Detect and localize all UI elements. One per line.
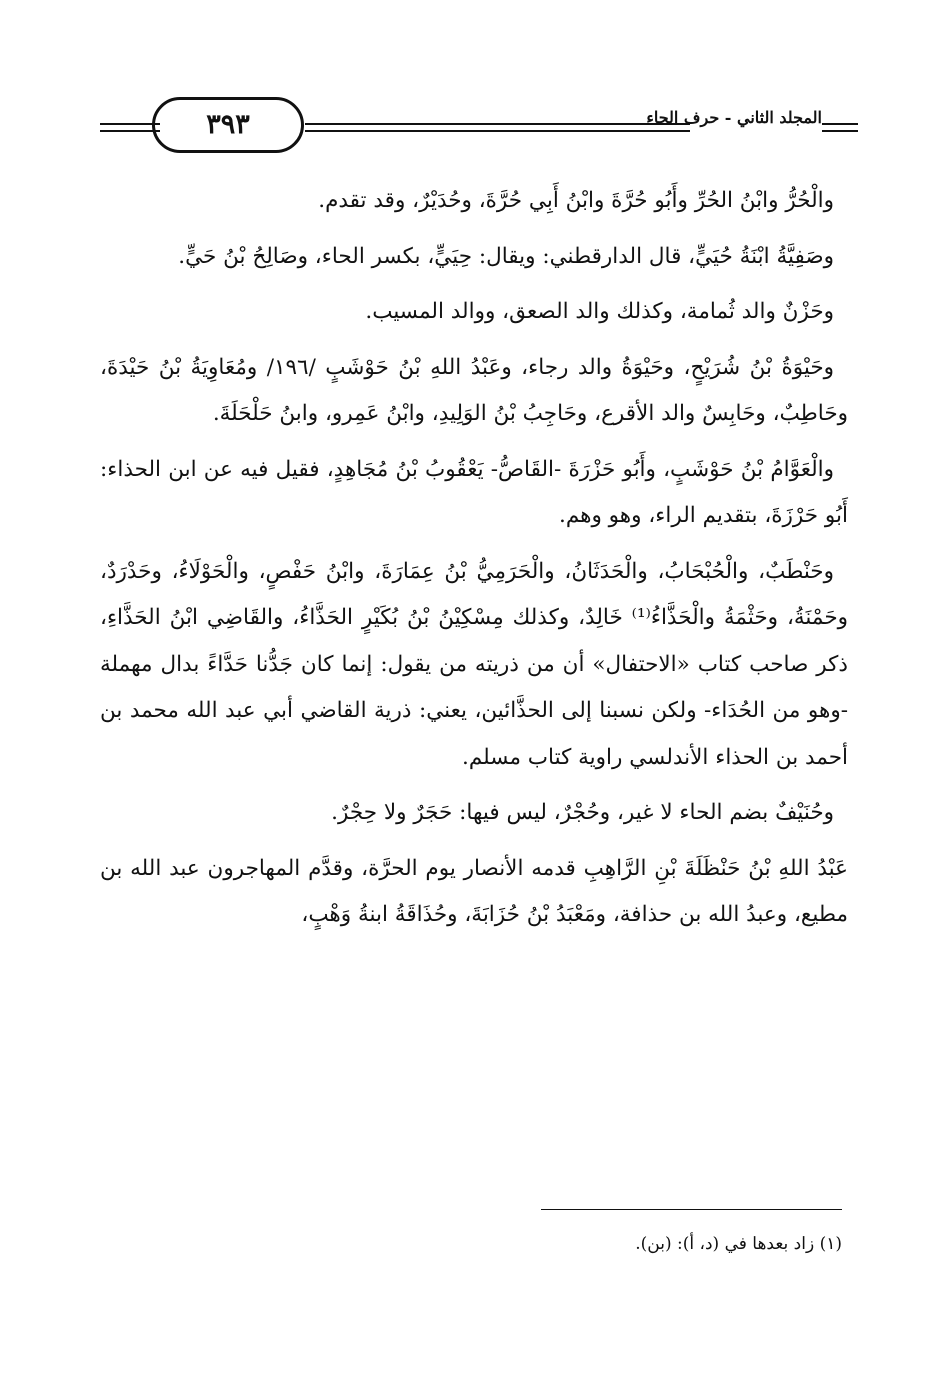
page-header (100, 95, 858, 159)
paragraph: والْعَوَّامُ بْنُ حَوْشَبٍ، وأَبُو حَزْرَةَ -القَاصُّ- يَعْقُوبُ بْنُ مُجَاهِدٍ، فقيل فيه عن ابن الحذاء: أَبُو حَرْزَةَ، بتقديم الراء، وهو وهم. (100, 456, 848, 528)
footnote: (١) زاد بعدها في (د، أ): (بن). (635, 1234, 842, 1254)
paragraph: وحَزْنٌ والد ثُمامة، وكذلك والد الصعق، ووالد المسيب. (365, 299, 834, 324)
header-rule (822, 123, 858, 125)
main-text (100, 178, 848, 948)
header-rule (822, 130, 858, 132)
paragraph: وحَنْطَبٌ، والْحُبْحَابُ، والْحَدَثَانُ، والْحَرَمِيُّ بْنُ عِمَارَةَ، وابْنُ حَفْصٍ، والْحَوْلَاءُ، وحَدْرَدٌ، وحَمْنَةُ، وحَثْمَةُ والْحَذَّاءُ⁽¹⁾ خَالِدٌ، وكذلك مِسْكِيْنُ بْنُ بُكَيْرٍ الحَذَّاءُ، والقَاضِي ابْنُ الحَذَّاءِ، ذكر صاحب كتاب «الاحتفال» أن من ذريته من يقول: إنما كان جَدُّنا حَدَّاءً بدال مهملة -وهو من الحُدَاء- ولكن نسبنا إلى الحذَّائين، يعني: ذرية القاضي أبي عبد الله محمد بن أحمد بن الحذاء الأندلسي راوية كتاب مسلم. (100, 558, 848, 770)
paragraph: وحُنَيْفٌ بضم الحاء لا غير، وحُجْرٌ، ليس فيها: حَجَرٌ ولا حِجْرٌ. (331, 800, 834, 825)
header-rule (305, 123, 690, 125)
paragraph: وصَفِيَّةُ ابْنَةُ حُيَيٍّ، قال الدارقطني: ويقال: حِيَيٍّ، بكسر الحاء، وصَالِحُ بْنُ حَيٍّ. (178, 243, 834, 269)
page-number: ٣٩٣ (152, 97, 304, 153)
header-rule (100, 123, 160, 125)
running-head: المجلد الثاني - حرف الحاء (646, 108, 822, 127)
header-rule (100, 130, 160, 132)
footnote-separator (541, 1209, 842, 1210)
paragraph: عَبْدُ اللهِ بْنُ حَنْظَلَةَ بْنِ الرَّاهِبِ قدمه الأنصار يوم الحرَّة، وقدَّم المهاجرون عبد الله بن مطيع، وعبدُ الله بن حذافة، ومَعْبَدُ بْنُ حُزَابَةَ، وحُذَاقَةُ ابنةُ وَهْبٍ، (100, 855, 848, 927)
header-rule (305, 130, 690, 132)
paragraph: والْحُرُّ وابْنُ الحُرِّ وأَبُو حُرَّةَ وابْنُ أَبِي حُرَّةَ، وحُدَيْرٌ، وقد تقدم. (318, 188, 834, 213)
paragraph: وحَيْوَةُ بْنُ شُرَيْحٍ، وحَيْوَةُ والد رجاء، وعَبْدُ اللهِ بْنُ حَوْشَبٍ /١٩٦/ ومُعَاوِيَةُ بْنُ حَيْدَةَ، وحَاطِبٌ، وحَابِسٌ والد الأقرع، وحَاجِبُ بْنُ الوَلِيدِ، وابْنُ عَمِرو، وابنُ حَلْحَلَةَ. (100, 354, 848, 426)
